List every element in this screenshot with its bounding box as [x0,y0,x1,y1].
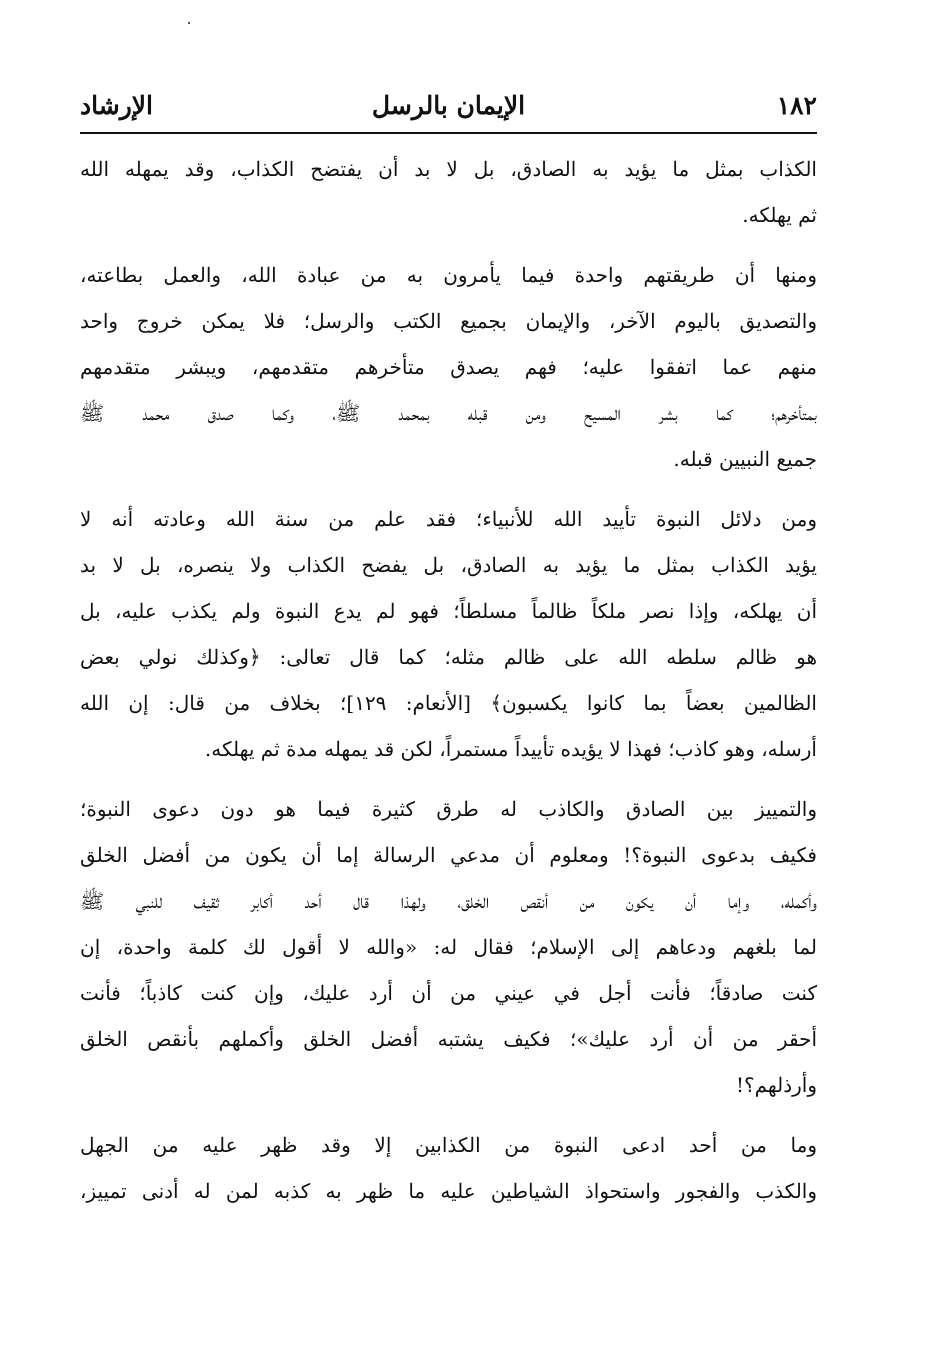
text-line: يؤيد الكذاب بمثل ما يؤيد به الصادق، بل يفضح الكذاب ولا ينصره، بل لا بد [80,553,817,577]
text-line: فكيف بدعوى النبوة؟! ومعلوم أن مدعي الرسالة إما أن يكون من أفضل الخلق [80,843,817,867]
text-line: هو ظالم سلطه الله على ظالم مثله؛ كما قال تعالى: ﴿وكذلك نولي بعض [80,645,817,669]
text-line: والتمييز بين الصادق والكاذب له طرق كثيرة فيما هو دون دعوى النبوة؛ [80,797,817,821]
header-divider [80,132,817,134]
text-line: الكذاب بمثل ما يؤيد به الصادق، بل لا بد أن يفتضح الكذاب، وقد يمهله الله [80,157,817,181]
chapter-title: الإيمان بالرسل [371,91,526,120]
page-header [80,88,817,132]
paragraph [80,146,817,238]
text-line: ثم يهلكه. [742,203,817,227]
text-line: وما من أحد ادعى النبوة من الكذابين إلا وقد ظهر عليه من الجهل [80,1133,817,1157]
text-line: أن يهلكه، وإذا نصر ملكاً ظالماً مسلطاً؛ فهو لم يدع النبوة ولم يكذب عليه، بل [80,599,817,623]
page-number: ١٨٢ [776,91,817,120]
text-line: ومنها أن طريقتهم واحدة فيما يأمرون به من عبادة الله، والعمل بطاعته، [80,263,817,287]
text-line: لما بلغهم ودعاهم إلى الإسلام؛ فقال له: «والله لا أقول لك كلمة واحدة، إن [80,935,817,959]
page-body [80,146,817,1214]
text-line: الظالمين بعضاً بما كانوا يكسبون﴾ [الأنعام: ١٢٩]؛ بخلاف من قال: إن الله [80,691,817,715]
text-line: وأرذلهم؟! [735,1073,817,1097]
book-title: الإرشاد [80,91,153,120]
paragraph [80,252,817,482]
text-line: والتصديق باليوم الآخر، والإيمان بجميع الكتب والرسل؛ فلا يمكن خروج واحد [80,309,817,333]
text-line: بمتأخرهم؛ كما بشر المسيح ومن قبله بمحمد ﷺ، وكما صدق محمد ﷺ [80,401,817,425]
text-line: كنت صادقاً؛ فأنت أجل في عيني من أن أرد عليك، وإن كنت كاذباً؛ فأنت [80,981,817,1005]
paragraph [80,496,817,772]
text-line: وأكمله، وإما أن يكون من أنقص الخلق، ولهذا قال أحد أكابر ثقيف للنبي ﷺ [80,889,817,913]
text-line: منهم عما اتفقوا عليه؛ فهم يصدق متأخرهم متقدمهم، ويبشر متقدمهم [80,355,817,379]
text-line: أرسله، وهو كاذب؛ فهذا لا يؤيده تأييداً مستمراً، لكن قد يمهله مدة ثم يهلكه. [204,737,817,761]
text-line: ومن دلائل النبوة تأييد الله للأنبياء؛ فقد علم من سنة الله وعادته أنه لا [80,507,817,531]
paragraph [80,1122,817,1214]
paragraph [80,786,817,1108]
scan-speck [188,22,190,24]
text-line: أحقر من أن أرد عليك»؛ فكيف يشتبه أفضل الخلق وأكملهم بأنقص الخلق [80,1027,817,1051]
text-line: جميع النبيين قبله. [673,447,817,471]
text-line: والكذب والفجور واستحواذ الشياطين عليه ما ظهر به كذبه لمن له أدنى تمييز، [80,1179,817,1203]
